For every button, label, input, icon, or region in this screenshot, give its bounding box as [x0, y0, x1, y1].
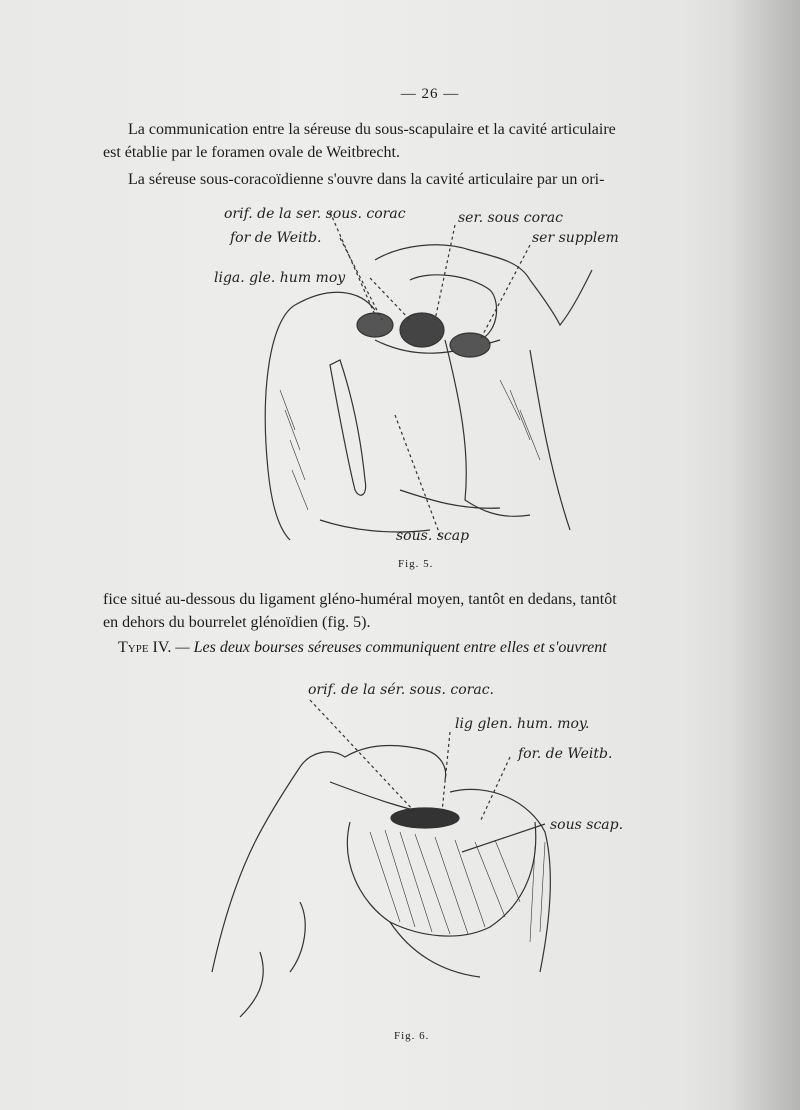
- figure-5-label-ser-suppl: ser supplem: [532, 230, 619, 246]
- type-heading: Type IV.: [118, 639, 172, 656]
- figure-5-drawing: [200, 190, 760, 560]
- figure-5-illustration: [200, 190, 760, 560]
- figure-6-label-orif: orif. de la sér. sous. corac.: [308, 682, 494, 698]
- page-number: — 26 —: [400, 86, 460, 102]
- paragraph-line-6: [118, 636, 607, 659]
- figure-6-drawing: [200, 672, 760, 1032]
- paragraph-line-3: La séreuse sous-coracoïdienne s'ouvre dans la cavité articulaire par un ori-: [128, 171, 605, 188]
- figure-5-label-ser-sous: ser. sous corac: [458, 210, 563, 226]
- figure-6-illustration: [200, 672, 760, 1032]
- paragraph-line-2: est établie par le foramen ovale de Weitbrecht.: [103, 144, 400, 161]
- paragraph-line-1: La communication entre la séreuse du sous-scapulaire et la cavité articulaire: [128, 121, 616, 138]
- paragraph-line-5: en dehors du bourrelet glénoïdien (fig. 5).: [103, 614, 371, 631]
- figure-5-label-sous-scap: sous. scap: [396, 528, 470, 544]
- figure-6-label-for: for. de Weitb.: [518, 746, 613, 762]
- figure-6-label-sous-scap: sous scap.: [550, 817, 624, 833]
- figure-5-caption: Fig. 5.: [398, 558, 434, 570]
- figure-6-label-lig: lig glen. hum. moy.: [455, 716, 590, 732]
- type-description: — Les deux bourses séreuses communiquent entre elles et s'ouvrent: [171, 639, 607, 656]
- figure-6-caption: Fig. 6.: [394, 1030, 430, 1042]
- figure-5-label-liga: liga. gle. hum moy: [214, 270, 346, 286]
- paragraph-line-4: fice situé au-dessous du ligament gléno-huméral moyen, tantôt en dedans, tantôt: [103, 591, 617, 608]
- figure-5-label-orif: orif. de la ser. sous. corac: [224, 206, 406, 222]
- figure-5-label-for: for de Weitb.: [230, 230, 322, 246]
